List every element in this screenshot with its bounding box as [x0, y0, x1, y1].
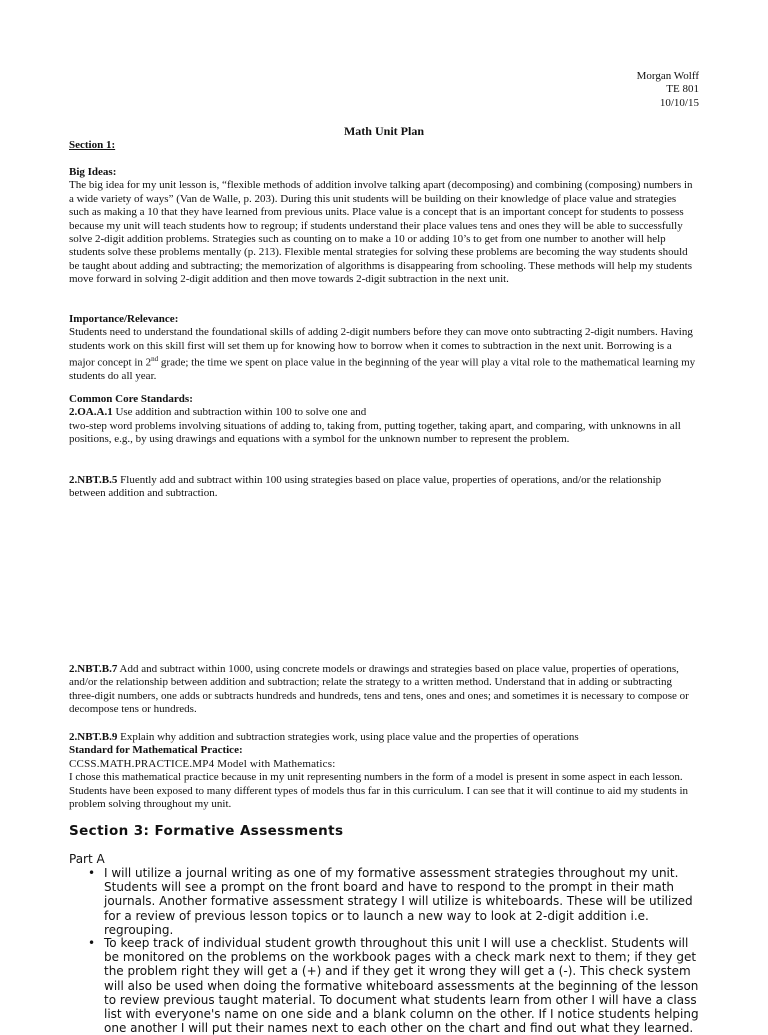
- section-3-heading: Section 3: Formative Assessments: [69, 823, 344, 839]
- big-ideas-heading: Big Ideas:: [69, 166, 117, 178]
- standard-code: 2.NBT.B.9: [69, 731, 118, 743]
- importance-block: [69, 313, 699, 384]
- assessment-list: [88, 866, 700, 937]
- author-name: Morgan Wolff: [636, 70, 699, 82]
- list-item: [88, 936, 700, 1035]
- practice-heading: Standard for Mathematical Practice:: [69, 744, 243, 757]
- practice-text: I chose this mathematical practice because in my unit representing numbers in the form of a model is present in some aspect in each lesson. Students have been exposed to many different types of models thus far in this curriculum. I can see that it will continue to aid my students in problem solving throughout my unit.: [69, 771, 689, 811]
- common-core-block: [69, 393, 699, 447]
- document-header: [637, 70, 699, 110]
- importance-text-b: grade; the time we spent on place value in the beginning of the year will play a vital role to the mathematical learning my students do all year.: [69, 356, 696, 383]
- importance-text: [69, 326, 699, 383]
- standard-code: 2.OA.A.1: [69, 406, 113, 419]
- standard-nbt-b5: [69, 474, 699, 501]
- document-date: 10/10/15: [659, 96, 699, 109]
- assessment-list: [88, 936, 700, 1035]
- document-title: Math Unit Plan: [343, 124, 424, 138]
- part-a-label: Part A: [69, 852, 105, 866]
- practice-code: CCSS.MATH.PRACTICE.MP4 Model with Mathematics:: [69, 757, 336, 770]
- standard-text: Use addition and subtraction within 100 to solve one and: [112, 406, 367, 419]
- common-core-heading: Common Core Standards:: [69, 393, 193, 405]
- big-ideas-text: The big idea for my unit lesson is, “flexible methods of addition involve talking apart (decomposing) and combining (composing) numbers in a wide variety of ways” (Van de Walle, p. 203). During this unit students will be building on their knowledge of place value and strategies such as making a 10 that they have learned from previous units. Place value is a concept that is an important concept for students to possess because my unit will teach students how to regroup; if students understand their place values tens and ones they will be able to successfully solve 2-digit addition problems. Strategies such as counting on to make a 10 or adding 10’s to get from one number to another will help students solve these problems mentally (p. 213). Flexible mental strategies for solving these problems are becoming the way students should be taught about adding and subtracting; the memorization of algorithms is disappearing from schooling. These methods will help my students move forward in solving 2-digit addition and then move towards 2-digit subtraction in the next unit.: [69, 179, 693, 286]
- course-code: TE 801: [666, 83, 699, 96]
- section-1-label: Section 1:: [69, 139, 116, 151]
- standard-nbt-b7: [69, 663, 699, 717]
- standard-oa-a1: [69, 406, 699, 419]
- standard-nbt-b9-and-practice: [69, 731, 699, 811]
- list-item-text: To keep track of individual student growth throughout this unit I will use a checklist. Students will be monitored on the problems on the workbook pages with a check mark next to them; if they get the problem right they will get a (+) and if they get it wrong they will get a (-). This check system will also be used when doing the formative whiteboard assessments at the beginning of the lesson to review previous taught material. To document what students learn from other I will have a class list with everyone's name on one side and a blank column on the other. If I notice students helping one another I will put their names next to each other on the chart and find out what they learned.: [104, 936, 699, 1035]
- importance-superscript: nd: [151, 355, 159, 364]
- big-ideas-block: [69, 166, 699, 287]
- importance-text-a: Students need to understand the foundational skills of adding 2-digit numbers before they can move onto subtracting 2-digit numbers. Having students work on this skill first will set them up for knowing how to borrow when it comes to subtraction in the next unit. Borrowing is a major concept in 2: [69, 326, 693, 369]
- standard-code: 2.NBT.B.7: [69, 663, 118, 675]
- list-item: [88, 866, 700, 937]
- standard-text: Add and subtract within 1000, using concrete models or drawings and strategies based on place value, properties of operations, and/or the relationship between addition and subtraction; relate the strategy to a written method. Understand that in adding or subtracting three-digit numbers, one adds or subtracts hundreds and hundreds, tens and tens, ones and ones; and sometimes it is necessary to compose or decompose tens or hundreds.: [69, 663, 689, 716]
- standard-oa-a1-line-2: two-step word problems involving situations of adding to, taking from, putting together, taking apart, and comparing, with unknowns in all: [69, 419, 681, 432]
- standard-nbt-b9: [69, 731, 699, 744]
- importance-heading: Importance/Relevance:: [69, 313, 179, 325]
- standard-text: Fluently add and subtract within 100 using strategies based on place value, properties of operations, and/or the relationship between addition and subtraction.: [69, 474, 662, 500]
- standard-code: 2.NBT.B.5: [69, 474, 118, 486]
- list-item-text: I will utilize a journal writing as one of my formative assessment strategies throughout my unit. Students will see a prompt on the front board and have to respond to the prompt in their math journals. Another formative assessment strategy I will utilize is whiteboards. These will be utilized for a review of previous lesson topics or to launch a new way to look at 2-digit addition i.e. regrouping.: [104, 866, 693, 937]
- standard-oa-a1-line-3: positions, e.g., by using drawings and equations with a symbol for the unknown number to represent the problem.: [69, 433, 570, 446]
- standard-text: Explain why addition and subtraction strategies work, using place value and the properties of operations: [117, 731, 579, 743]
- bullet-icon: •: [88, 866, 96, 880]
- bullet-icon: •: [88, 936, 96, 950]
